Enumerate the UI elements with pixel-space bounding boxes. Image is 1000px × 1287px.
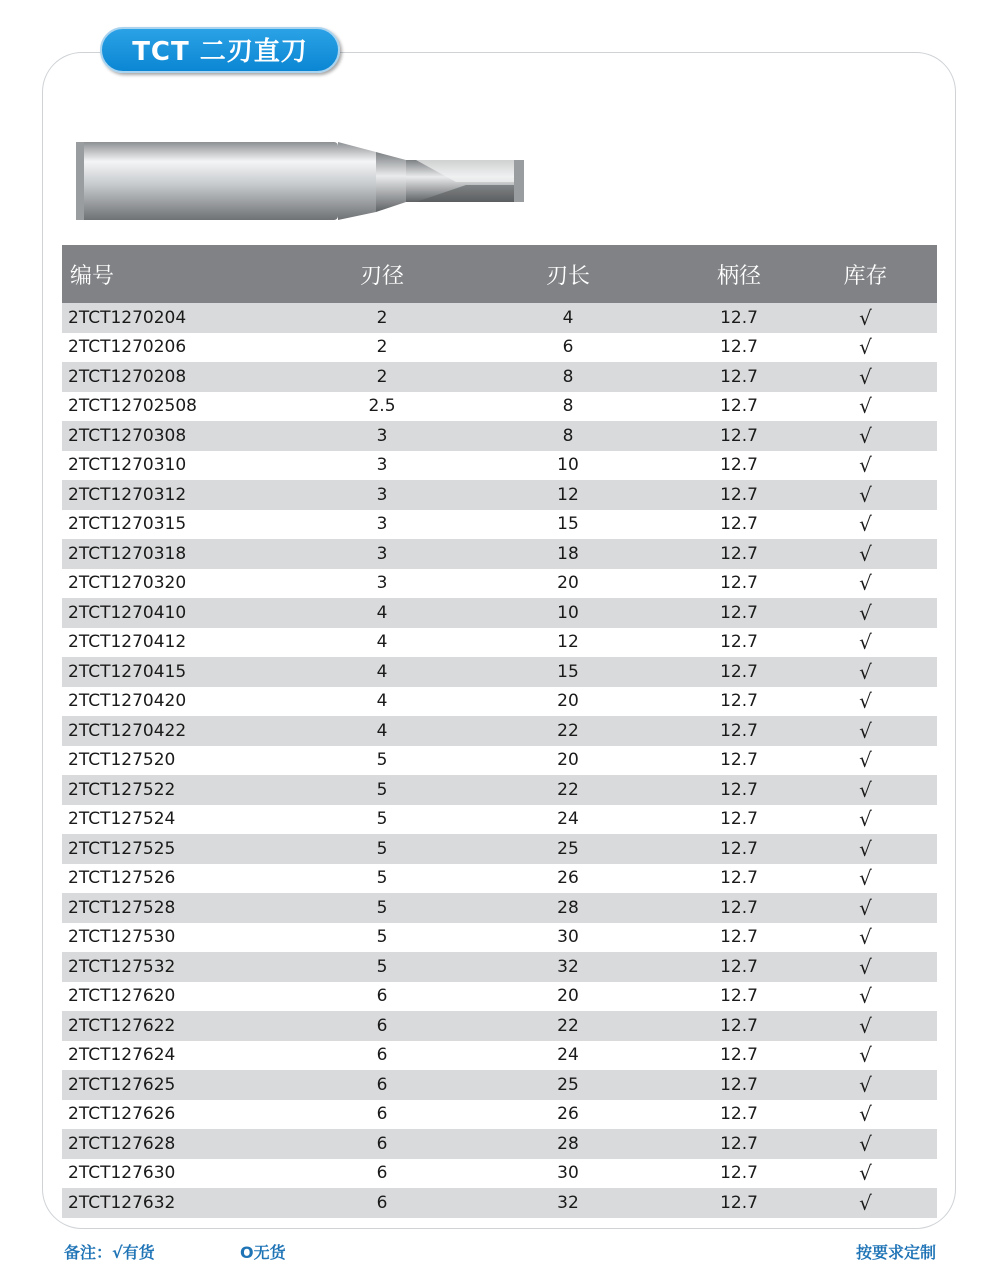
cell-stock — [794, 896, 937, 920]
cell-stock — [794, 778, 937, 802]
cell-shank-diameter: 12.7 — [720, 750, 758, 771]
check-icon: √ — [859, 689, 872, 714]
cell-stock — [794, 453, 937, 477]
cell-stock — [794, 424, 937, 448]
header-shank-diameter: 柄径 — [716, 263, 761, 289]
cell-shank-diameter: 12.7 — [720, 543, 758, 564]
page-title: TCT 二刃直刀 — [100, 27, 340, 73]
check-icon: √ — [859, 807, 872, 832]
cell-cutting-length: 25 — [557, 1074, 579, 1095]
cell-stock — [794, 512, 937, 536]
cell-cutting-diameter: 6 — [376, 1192, 388, 1213]
cell-cutting-length: 32 — [557, 956, 579, 977]
table-row — [62, 510, 937, 540]
cell-cutting-diameter: 6 — [376, 1074, 388, 1095]
footer-custom: 按要求定制 — [855, 1243, 936, 1262]
header-cutting-diameter: 刃径 — [359, 263, 404, 289]
cell-cutting-diameter: 3 — [376, 455, 388, 476]
cell-stock — [794, 1014, 937, 1038]
cell-code: 2TCT127525 — [68, 838, 176, 859]
cell-shank-diameter: 12.7 — [720, 986, 758, 1007]
footer-note: 备注：√有货 — [64, 1243, 155, 1262]
cell-code: 2TCT127520 — [68, 750, 176, 771]
cell-stock — [794, 719, 937, 743]
cell-code: 2TCT1270310 — [68, 455, 187, 476]
table-row — [62, 362, 937, 392]
cell-shank-diameter: 12.7 — [720, 455, 758, 476]
cell-cutting-diameter: 6 — [376, 986, 388, 1007]
check-icon: √ — [859, 1013, 872, 1038]
table-row — [62, 539, 937, 569]
cell-cutting-length: 8 — [562, 396, 574, 417]
check-icon: √ — [859, 1102, 872, 1127]
cell-cutting-diameter: 4 — [376, 691, 388, 712]
cell-code: 2TCT1270318 — [68, 543, 187, 564]
cell-shank-diameter: 12.7 — [720, 927, 758, 948]
cell-code: 2TCT127530 — [68, 927, 176, 948]
cell-cutting-diameter: 2 — [376, 366, 388, 387]
cell-cutting-diameter: 3 — [376, 484, 388, 505]
table-row — [62, 952, 937, 982]
cell-cutting-diameter: 2.5 — [368, 396, 396, 417]
check-icon: √ — [859, 600, 872, 625]
cell-cutting-length: 20 — [557, 986, 579, 1007]
table-row — [62, 333, 937, 363]
check-icon: √ — [859, 305, 872, 330]
check-icon: √ — [859, 895, 872, 920]
cell-cutting-length: 12 — [557, 484, 579, 505]
table-row — [62, 421, 937, 451]
cell-cutting-diameter: 5 — [376, 809, 388, 830]
cell-cutting-length: 22 — [557, 720, 579, 741]
cell-cutting-diameter: 6 — [376, 1045, 388, 1066]
cell-cutting-length: 6 — [562, 337, 574, 358]
cell-stock — [794, 630, 937, 654]
table-row — [62, 982, 937, 1012]
cell-code: 2TCT127532 — [68, 956, 176, 977]
footer-note-out-of-stock: O无货 — [240, 1243, 286, 1262]
header-stock: 库存 — [843, 263, 888, 289]
table-row — [62, 746, 937, 776]
table-row — [62, 628, 937, 658]
cell-cutting-length: 22 — [557, 1015, 579, 1036]
cell-shank-diameter: 12.7 — [720, 1163, 758, 1184]
check-icon: √ — [859, 512, 872, 537]
cell-shank-diameter: 12.7 — [720, 691, 758, 712]
cell-cutting-length: 24 — [557, 809, 579, 830]
cell-cutting-length: 4 — [562, 307, 574, 328]
table-row — [62, 657, 937, 687]
table-row — [62, 716, 937, 746]
check-icon: √ — [859, 364, 872, 389]
cell-shank-diameter: 12.7 — [720, 307, 758, 328]
cell-stock — [794, 1132, 937, 1156]
cell-cutting-diameter: 2 — [376, 307, 388, 328]
cell-stock — [794, 571, 937, 595]
check-icon: √ — [859, 836, 872, 861]
check-icon: √ — [859, 925, 872, 950]
cell-cutting-diameter: 4 — [376, 661, 388, 682]
check-icon: √ — [859, 984, 872, 1009]
cell-cutting-diameter: 5 — [376, 838, 388, 859]
cell-cutting-diameter: 4 — [376, 720, 388, 741]
table-row — [62, 1100, 937, 1130]
check-icon: √ — [859, 659, 872, 684]
cell-stock — [794, 394, 937, 418]
table-row — [62, 480, 937, 510]
check-icon: √ — [859, 777, 872, 802]
table-row — [62, 1070, 937, 1100]
cell-code: 2TCT1270204 — [68, 307, 187, 328]
header-cutting-length: 刃长 — [545, 263, 590, 289]
cell-shank-diameter: 12.7 — [720, 484, 758, 505]
cell-code: 2TCT127626 — [68, 1104, 176, 1125]
cell-cutting-length: 20 — [557, 573, 579, 594]
table-row — [62, 805, 937, 835]
cell-stock — [794, 748, 937, 772]
cell-stock — [794, 1073, 937, 1097]
cell-code: 2TCT1270206 — [68, 337, 187, 358]
cell-stock — [794, 483, 937, 507]
cell-stock — [794, 306, 937, 330]
cell-shank-diameter: 12.7 — [720, 425, 758, 446]
table-row — [62, 1159, 937, 1189]
cell-cutting-diameter: 6 — [376, 1015, 388, 1036]
cell-cutting-length: 12 — [557, 632, 579, 653]
cell-stock — [794, 1102, 937, 1126]
cell-code: 2TCT1270320 — [68, 573, 187, 594]
cell-stock — [794, 1191, 937, 1215]
cell-cutting-diameter: 5 — [376, 750, 388, 771]
cell-cutting-length: 15 — [557, 514, 579, 535]
cell-cutting-length: 28 — [557, 897, 579, 918]
cell-shank-diameter: 12.7 — [720, 956, 758, 977]
check-icon: √ — [859, 541, 872, 566]
cell-stock — [794, 601, 937, 625]
cell-shank-diameter: 12.7 — [720, 366, 758, 387]
cell-cutting-diameter: 2 — [376, 337, 388, 358]
cell-cutting-length: 32 — [557, 1192, 579, 1213]
table-row — [62, 834, 937, 864]
check-icon: √ — [859, 954, 872, 979]
cell-code: 2TCT127628 — [68, 1133, 176, 1154]
cell-shank-diameter: 12.7 — [720, 602, 758, 623]
cell-cutting-length: 26 — [557, 868, 579, 889]
cell-shank-diameter: 12.7 — [720, 1015, 758, 1036]
cell-cutting-length: 18 — [557, 543, 579, 564]
check-icon: √ — [859, 866, 872, 891]
cell-cutting-length: 20 — [557, 750, 579, 771]
cell-code: 2TCT127625 — [68, 1074, 176, 1095]
check-icon: √ — [859, 423, 872, 448]
cell-cutting-length: 24 — [557, 1045, 579, 1066]
cell-shank-diameter: 12.7 — [720, 1074, 758, 1095]
cell-shank-diameter: 12.7 — [720, 1133, 758, 1154]
cell-cutting-length: 25 — [557, 838, 579, 859]
cell-cutting-diameter: 3 — [376, 543, 388, 564]
table-row — [62, 569, 937, 599]
cell-cutting-diameter: 6 — [376, 1133, 388, 1154]
cell-cutting-length: 8 — [562, 366, 574, 387]
check-icon: √ — [859, 394, 872, 419]
cell-cutting-diameter: 5 — [376, 868, 388, 889]
cell-shank-diameter: 12.7 — [720, 514, 758, 535]
cell-code: 2TCT12702508 — [68, 396, 197, 417]
check-icon: √ — [859, 453, 872, 478]
cell-code: 2TCT1270412 — [68, 632, 187, 653]
table-body — [62, 303, 937, 1218]
check-icon: √ — [859, 718, 872, 743]
check-icon: √ — [859, 748, 872, 773]
cell-cutting-length: 8 — [562, 425, 574, 446]
cell-shank-diameter: 12.7 — [720, 337, 758, 358]
table-row — [62, 1041, 937, 1071]
cell-code: 2TCT1270208 — [68, 366, 187, 387]
table-row — [62, 687, 937, 717]
table-row — [62, 923, 937, 953]
check-icon: √ — [859, 1043, 872, 1068]
cell-stock — [794, 335, 937, 359]
cell-cutting-length: 10 — [557, 602, 579, 623]
cell-shank-diameter: 12.7 — [720, 661, 758, 682]
cell-code: 2TCT127624 — [68, 1045, 176, 1066]
cell-stock — [794, 955, 937, 979]
product-table — [62, 245, 937, 1218]
table-row — [62, 598, 937, 628]
cell-shank-diameter: 12.7 — [720, 632, 758, 653]
table-row — [62, 1011, 937, 1041]
check-icon: √ — [859, 1190, 872, 1215]
router-bit-image — [76, 130, 532, 226]
cell-code: 2TCT1270315 — [68, 514, 187, 535]
cell-shank-diameter: 12.7 — [720, 868, 758, 889]
cell-shank-diameter: 12.7 — [720, 573, 758, 594]
table-row — [62, 775, 937, 805]
cell-cutting-diameter: 6 — [376, 1163, 388, 1184]
cell-shank-diameter: 12.7 — [720, 838, 758, 859]
cell-cutting-diameter: 4 — [376, 632, 388, 653]
cell-code: 2TCT1270422 — [68, 720, 187, 741]
cell-stock — [794, 866, 937, 890]
cell-cutting-diameter: 5 — [376, 927, 388, 948]
cell-cutting-diameter: 6 — [376, 1104, 388, 1125]
cell-shank-diameter: 12.7 — [720, 779, 758, 800]
cell-code: 2TCT1270415 — [68, 661, 187, 682]
check-icon: √ — [859, 335, 872, 360]
check-icon: √ — [859, 1131, 872, 1156]
cell-stock — [794, 984, 937, 1008]
cell-code: 2TCT1270312 — [68, 484, 187, 505]
cell-stock — [794, 365, 937, 389]
cell-code: 2TCT127524 — [68, 809, 176, 830]
cell-stock — [794, 542, 937, 566]
cell-stock — [794, 837, 937, 861]
header-code: 编号 — [70, 263, 115, 289]
cell-cutting-length: 30 — [557, 1163, 579, 1184]
cell-shank-diameter: 12.7 — [720, 809, 758, 830]
cell-stock — [794, 689, 937, 713]
check-icon: √ — [859, 1161, 872, 1186]
cell-stock — [794, 660, 937, 684]
cell-cutting-diameter: 5 — [376, 956, 388, 977]
cell-code: 2TCT127526 — [68, 868, 176, 889]
cell-cutting-diameter: 5 — [376, 779, 388, 800]
cell-cutting-diameter: 4 — [376, 602, 388, 623]
cell-shank-diameter: 12.7 — [720, 1192, 758, 1213]
cell-shank-diameter: 12.7 — [720, 897, 758, 918]
cell-code: 2TCT127620 — [68, 986, 176, 1007]
cell-stock — [794, 807, 937, 831]
table-row — [62, 893, 937, 923]
table-row — [62, 303, 937, 333]
cell-code: 2TCT127632 — [68, 1192, 176, 1213]
cell-code: 2TCT127622 — [68, 1015, 176, 1036]
cell-cutting-length: 20 — [557, 691, 579, 712]
cell-cutting-diameter: 3 — [376, 425, 388, 446]
check-icon: √ — [859, 482, 872, 507]
cell-cutting-diameter: 3 — [376, 573, 388, 594]
check-icon: √ — [859, 1072, 872, 1097]
cell-stock — [794, 1043, 937, 1067]
cell-code: 2TCT1270308 — [68, 425, 187, 446]
cell-shank-diameter: 12.7 — [720, 396, 758, 417]
cell-code: 2TCT1270410 — [68, 602, 187, 623]
cell-code: 2TCT127630 — [68, 1163, 176, 1184]
cell-cutting-diameter: 5 — [376, 897, 388, 918]
table-row — [62, 864, 937, 894]
cell-cutting-diameter: 3 — [376, 514, 388, 535]
cell-cutting-length: 22 — [557, 779, 579, 800]
cell-code: 2TCT1270420 — [68, 691, 187, 712]
cell-shank-diameter: 12.7 — [720, 720, 758, 741]
cell-shank-diameter: 12.7 — [720, 1045, 758, 1066]
cell-stock — [794, 925, 937, 949]
cell-cutting-length: 30 — [557, 927, 579, 948]
cell-shank-diameter: 12.7 — [720, 1104, 758, 1125]
cell-cutting-length: 28 — [557, 1133, 579, 1154]
cell-code: 2TCT127528 — [68, 897, 176, 918]
table-row — [62, 451, 937, 481]
table-row — [62, 1129, 937, 1159]
cell-code: 2TCT127522 — [68, 779, 176, 800]
cell-cutting-length: 10 — [557, 455, 579, 476]
cell-cutting-length: 26 — [557, 1104, 579, 1125]
table-row — [62, 392, 937, 422]
table-row — [62, 1188, 937, 1218]
cell-stock — [794, 1161, 937, 1185]
check-icon: √ — [859, 571, 872, 596]
cell-cutting-length: 15 — [557, 661, 579, 682]
table-header — [62, 245, 937, 303]
check-icon: √ — [859, 630, 872, 655]
